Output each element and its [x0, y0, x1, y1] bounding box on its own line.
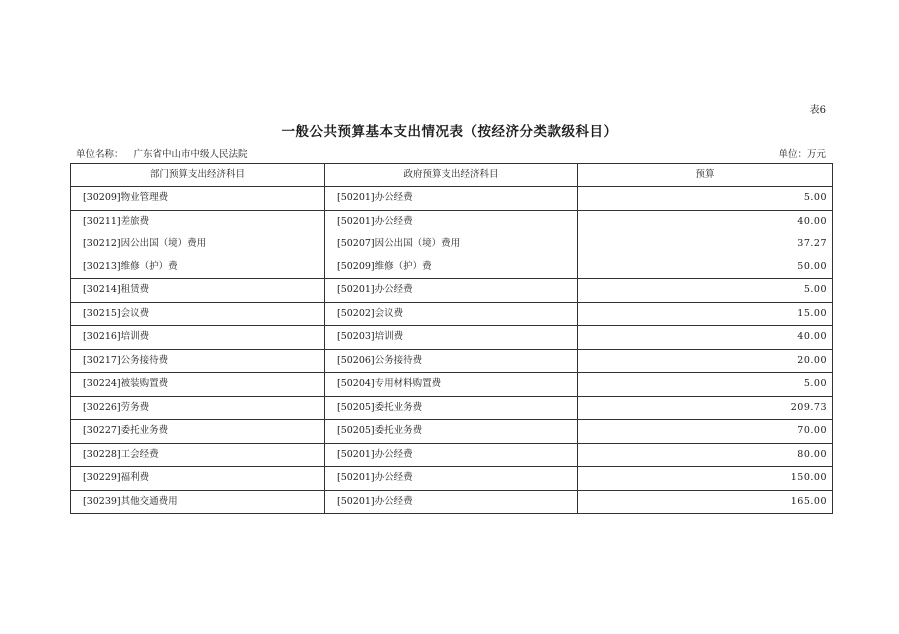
amount-cell: 40.00 [578, 326, 833, 350]
amount-cell: 165.00 [578, 490, 833, 514]
unit-name-value: 广东省中山市中级人民法院 [133, 149, 248, 160]
amount-cell: 80.00 [578, 443, 833, 467]
amount-cell: 15.00 [578, 302, 833, 326]
dept-subject-cell: [30211]差旅费 [71, 210, 325, 233]
gov-subject-cell: [50201]办公经费 [325, 210, 578, 233]
gov-subject-cell: [50201]办公经费 [325, 279, 578, 303]
table-number: 表6 [809, 105, 826, 116]
amount-cell: 50.00 [578, 256, 833, 279]
amount-cell: 5.00 [578, 373, 833, 397]
table-row [71, 279, 833, 303]
amount-cell: 150.00 [578, 467, 833, 491]
amount-cell: 5.00 [578, 187, 833, 211]
gov-subject-cell: [50207]因公出国（境）费用 [325, 233, 578, 256]
amount-cell: 20.00 [578, 349, 833, 373]
gov-subject-cell: [50209]维修（护）费 [325, 256, 578, 279]
table-row [71, 326, 833, 350]
unit-name-label: 单位名称： [76, 149, 124, 160]
gov-subject-cell: [50201]办公经费 [325, 443, 578, 467]
dept-subject-cell: [30224]被装购置费 [71, 373, 325, 397]
table-row [71, 349, 833, 373]
dept-subject-cell: [30212]因公出国（境）费用 [71, 233, 325, 256]
table-row [71, 233, 833, 256]
amount-cell: 37.27 [578, 233, 833, 256]
table-row [71, 467, 833, 491]
table-header-row [71, 164, 833, 187]
table-row [71, 302, 833, 326]
money-unit: 单位：万元 [778, 149, 826, 160]
gov-subject-cell: [50206]公务接待费 [325, 349, 578, 373]
table-row [71, 490, 833, 514]
amount-cell: 209.73 [578, 396, 833, 420]
gov-subject-cell: [50201]办公经费 [325, 187, 578, 211]
header-budget: 预算 [578, 164, 833, 187]
dept-subject-cell: [30228]工会经费 [71, 443, 325, 467]
unit-name [76, 146, 248, 160]
amount-cell: 70.00 [578, 420, 833, 444]
table-row [71, 443, 833, 467]
gov-subject-cell: [50204]专用材料购置费 [325, 373, 578, 397]
dept-subject-cell: [30214]租赁费 [71, 279, 325, 303]
dept-subject-cell: [30229]福利费 [71, 467, 325, 491]
dept-subject-cell: [30209]物业管理费 [71, 187, 325, 211]
amount-cell: 40.00 [578, 210, 833, 233]
dept-subject-cell: [30213]维修（护）费 [71, 256, 325, 279]
gov-subject-cell: [50201]办公经费 [325, 467, 578, 491]
table-row [71, 187, 833, 211]
amount-cell: 5.00 [578, 279, 833, 303]
dept-subject-cell: [30227]委托业务费 [71, 420, 325, 444]
gov-subject-cell: [50203]培训费 [325, 326, 578, 350]
gov-subject-cell: [50205]委托业务费 [325, 396, 578, 420]
table-row [71, 420, 833, 444]
dept-subject-cell: [30226]劳务费 [71, 396, 325, 420]
header-dept-subject: 部门预算支出经济科目 [71, 164, 325, 187]
header-gov-subject: 政府预算支出经济科目 [325, 164, 578, 187]
budget-table [70, 163, 833, 514]
page-title: 一般公共预算基本支出情况表（按经济分类款级科目） [281, 124, 618, 140]
dept-subject-cell: [30215]会议费 [71, 302, 325, 326]
dept-subject-cell: [30239]其他交通费用 [71, 490, 325, 514]
table-row [71, 210, 833, 233]
dept-subject-cell: [30216]培训费 [71, 326, 325, 350]
gov-subject-cell: [50205]委托业务费 [325, 420, 578, 444]
table-row [71, 396, 833, 420]
table-row [71, 373, 833, 397]
dept-subject-cell: [30217]公务接待费 [71, 349, 325, 373]
gov-subject-cell: [50201]办公经费 [325, 490, 578, 514]
gov-subject-cell: [50202]会议费 [325, 302, 578, 326]
table-row [71, 256, 833, 279]
